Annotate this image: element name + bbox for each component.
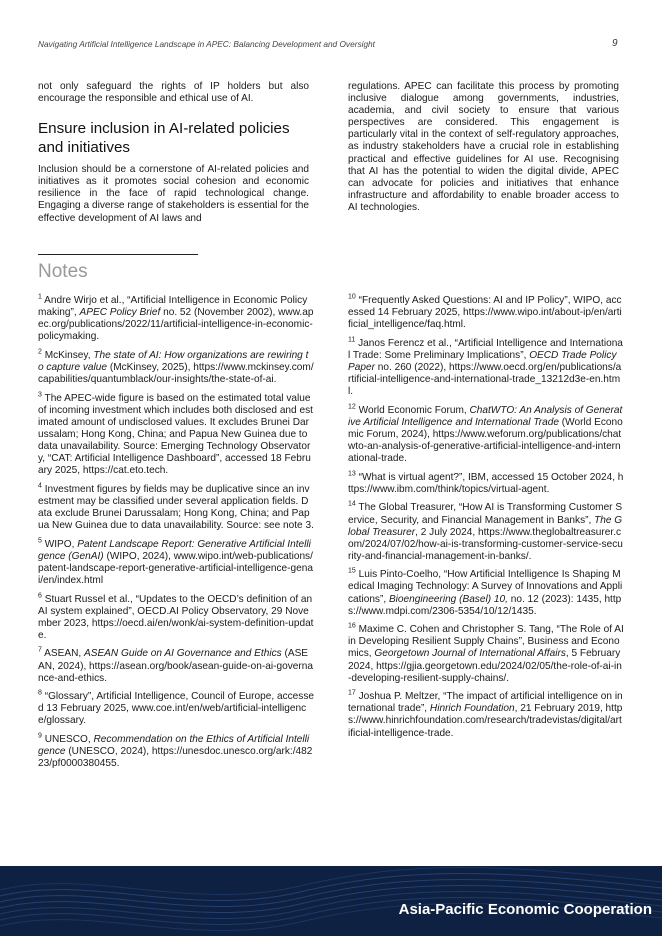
continuation-paragraph: regulations. APEC can facilitate this process by promoting inclusive dialogue among governments, industries, academia, and civil society to ensure that various perspectives are considered. This engagement is particularly vital in the context of self-regulatory approaches, as industry stakeholders have a crucial role in establishing practical and effective guidelines for AI use. Recognising that AI has the potential to widen the digital divide, APEC can advocate for policies and initiatives that enhance infrastructure and affordability to enable broader access to AI technologies. [348, 81, 619, 213]
endnote: $^{17}$ Joshua P. Meltzer, “The impact of artificial intelligence on international trade”, Hinrich Foundation, 21 February 2019, https://www.hinrichfoundation.com/research/tradevistas/digital/artificial-intelligence-trade. [348, 689, 623, 739]
notes-right-column [348, 295, 624, 746]
body-right-column [348, 81, 619, 214]
notes-left-column [38, 295, 314, 777]
running-header-title: Navigating Artificial Intelligence Landscape in APEC: Balancing Development and Oversight [38, 39, 375, 49]
notes-title: Notes [38, 261, 88, 282]
endnote: $^{15}$ Luis Pinto-Coelho, “How Artificial Intelligence Is Shaping Medical Imaging Technology: A Survey of Innovations and Applications”, Bioengineering (Basel) 10, no. 12 (2023): 1435, https://www.mdpi.com/2306-5354/10/12/1435. [348, 568, 623, 617]
endnote: $^3$ The APEC-wide figure is based on the estimated total value of incoming investment which includes both disclosed and estimated amount of undisclosed values. It excludes Brunei Darussalam; Hong Kong, China; and Papua New Guinea due to data unavailability. Source: Emerging Technology Observatory, “CAT: Artificial Intelligence Dashboard”, accessed 18 February 2025, https://cat.eto.tech. [38, 391, 313, 477]
endnote: $^{14}$ The Global Treasurer, “How AI is Transforming Customer Service, Security, and Financial Management in Banks”, The Global Treasurer, 2 July 2024, https://www.theglobaltreasurer.com/2024/07/02/how-ai-is-transforming-customer-service-security-and-financial-management-in-banks/. [348, 501, 623, 562]
endnote: $^5$ WIPO, Patent Landscape Report: Generative Artificial Intelligence (GenAI) (WIPO, 2024), www.wipo.int/web-publications/patent-landscape-report-generative-artificial-intelligence-genai/en/index.html [38, 537, 313, 586]
endnote: $^7$ ASEAN, ASEAN Guide on AI Governance and Ethics (ASEAN, 2024), https://asean.org/book/asean-guide-on-ai-governance-and-ethics. [38, 647, 313, 684]
endnote: $^{11}$ Janos Ferencz et al., “Artificial Intelligence and International Trade: Some Preliminary Implications”, OECD Trade Policy Paper no. 260 (2022), https://www.oecd.org/en/publications/artificial-intelligence-and-international-trade_13212d3e-en.html. [348, 336, 623, 398]
footer-banner [0, 866, 662, 936]
notes-divider [38, 254, 198, 255]
endnote: $^9$ UNESCO, Recommendation on the Ethics of Artificial Intelligence (UNESCO, 2024), https://unesdoc.unesco.org/ark:/48223/pf0000380455. [38, 732, 313, 770]
endnote: $^{16}$ Maxime C. Cohen and Christopher S. Tang, “The Role of AI in Developing Resilient Supply Chains”, Business and Economics, Georgetown Journal of International Affairs, 5 February 2024, https://gjia.georgetown.edu/2024/02/05/the-role-of-ai-in-developing-resilient-supply-chains/. [348, 622, 624, 684]
intro-paragraph: not only safeguard the rights of IP holders but also encourage the responsible and ethical use of AI. [38, 81, 309, 105]
endnote: $^8$ “Glossary”, Artificial Intelligence, Council of Europe, accessed 13 February 2025, www.coe.int/en/web/artificial-intelligence/glossary. [38, 689, 315, 727]
footer-organization-name: Asia-Pacific Economic Cooperation [398, 901, 652, 918]
endnote: $^{10}$ “Frequently Asked Questions: AI and IP Policy”, WIPO, accessed 14 February 2025, https://www.wipo.int/about-ip/en/artificial_intelligence/faq.html. [348, 293, 622, 331]
section-heading: Ensure inclusion in AI-related policies and initiatives [38, 120, 290, 157]
inclusion-paragraph: Inclusion should be a cornerstone of AI-related policies and initiatives as it promotes social cohesion and economic resilience in the face of rapid technological change. Engaging a diverse range of stakeholders is essential for the effective development of AI laws and [38, 164, 309, 224]
endnote: $^2$ McKinsey, The state of AI: How organizations are rewiring to capture value (McKinsey, 2025), https://www.mckinsey.com/capabilities/quantumblack/our-insights/the-state-of-ai. [38, 348, 314, 386]
page-number: 9 [612, 38, 618, 49]
endnote: $^6$ Stuart Russel et al., “Updates to the OECD’s definition of an AI system explained”, OECD.AI Policy Observatory, 29 November 2023, https://oecd.ai/en/wonk/ai-system-definition-update. [38, 592, 314, 641]
endnote: $^{13}$ “What is virtual agent?”, IBM, accessed 15 October 2024, https://www.ibm.com/think/topics/virtual-agent. [348, 470, 624, 495]
endnote: $^4$ Investment figures by fields may be duplicative since an investment may be classified under several application fields. Data exclude Brunei Darussalam; Hong Kong, China; and Papua New Guinea due to data unavailability. Source: see note 3. [38, 482, 314, 532]
body-left-column [38, 81, 309, 225]
endnote: $^1$ Andre Wirjo et al., “Artificial Intelligence in Economic Policymaking”, APEC Policy Brief no. 52 (November 2002), www.apec.org/publications/2022/11/artificial-intelligence-in-economic-policymaking. [38, 293, 314, 343]
endnote: $^{12}$ World Economic Forum, ChatWTO: An Analysis of Generative Artificial Intelligence and International Trade (World Economic Forum, 2024), https://www.weforum.org/publications/chatwto-an-analysis-of-generative-artificial-intelligence-and-international-trade. [348, 403, 623, 465]
